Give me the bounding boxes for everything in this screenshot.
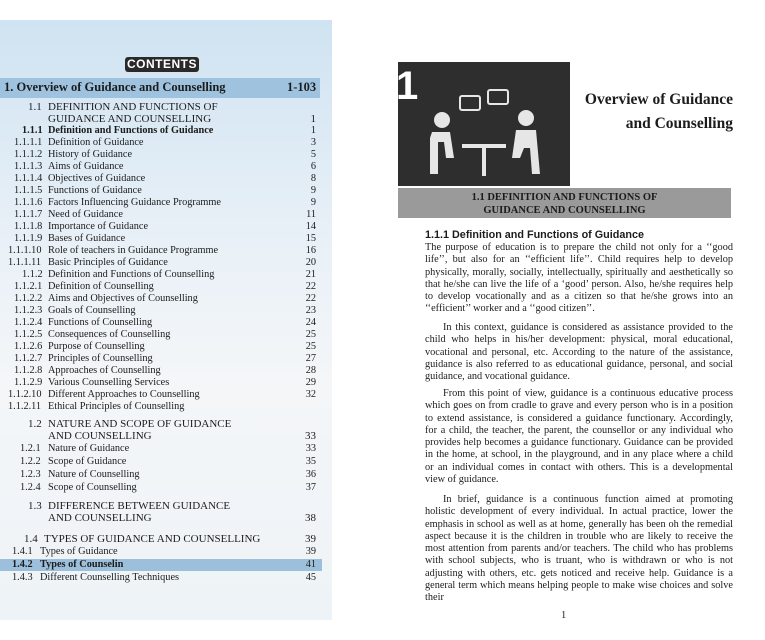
toc-entry-number: 1.1.1.7 bbox=[14, 209, 43, 220]
toc-entry-page: 36 bbox=[305, 469, 316, 480]
section-heading-line: 1.1 DEFINITION AND FUNCTIONS OF bbox=[471, 192, 658, 203]
toc-entry-number: 1.1.1.10 bbox=[8, 245, 42, 256]
toc-entry[interactable] bbox=[0, 546, 322, 558]
toc-entry[interactable] bbox=[0, 512, 322, 524]
toc-entry-number: 1.2.1 bbox=[20, 443, 41, 454]
toc-entry-title: Definition of Guidance bbox=[48, 137, 144, 148]
toc-entry[interactable] bbox=[0, 329, 322, 341]
toc-entry-page: 45 bbox=[305, 572, 316, 583]
toc-entry-page: 8 bbox=[310, 173, 316, 184]
toc-entry-title: TYPES OF GUIDANCE AND COUNSELLING bbox=[44, 533, 261, 545]
toc-entry-title: Consequences of Counselling bbox=[48, 329, 171, 340]
toc-entry[interactable] bbox=[0, 365, 322, 377]
toc-entry-number: 1.1.2.11 bbox=[8, 401, 42, 412]
toc-entry-page: 22 bbox=[305, 293, 316, 304]
toc-entry-page: 5 bbox=[310, 149, 316, 160]
toc-entry[interactable] bbox=[0, 533, 322, 545]
toc-entry[interactable] bbox=[0, 559, 322, 571]
toc-entry-number: 1.2.3 bbox=[20, 469, 41, 480]
toc-entry-title: Types of Guidance bbox=[40, 546, 118, 557]
toc-entry-title: Different Approaches to Counselling bbox=[48, 389, 200, 400]
toc-entry-number: 1.1.2.7 bbox=[14, 353, 43, 364]
toc-entry[interactable] bbox=[0, 185, 322, 197]
toc-entry-number: 1.1.1.8 bbox=[14, 221, 43, 232]
toc-entry-number: 1.2.2 bbox=[20, 456, 41, 467]
toc-entry[interactable] bbox=[0, 293, 322, 305]
toc-entry[interactable] bbox=[0, 418, 322, 430]
subsection-heading: 1.1.1 Definition and Functions of Guidance bbox=[425, 229, 644, 241]
toc-entry-number: 1.1.2.6 bbox=[14, 341, 43, 352]
toc-entry-page: 23 bbox=[305, 305, 316, 316]
toc-entry-page: 29 bbox=[305, 377, 316, 388]
toc-entry[interactable] bbox=[0, 125, 322, 137]
toc-entry-title: Need of Guidance bbox=[48, 209, 123, 220]
toc-entry-number: 1.4.2 bbox=[12, 559, 33, 570]
toc-entry-page: 1 bbox=[310, 125, 316, 136]
toc-entry-number: 1.1.2.9 bbox=[14, 377, 43, 388]
toc-entry-title: DEFINITION AND FUNCTIONS OF bbox=[48, 101, 218, 113]
toc-entry[interactable] bbox=[0, 149, 322, 161]
toc-entry-title: Goals of Counselling bbox=[48, 305, 136, 316]
toc-entry[interactable] bbox=[0, 197, 322, 209]
toc-entry-title: Importance of Guidance bbox=[48, 221, 149, 232]
toc-entry-page: 32 bbox=[305, 389, 316, 400]
toc-entry[interactable] bbox=[0, 233, 322, 245]
toc-entry-number: 1.1.1.5 bbox=[14, 185, 43, 196]
toc-entry-number: 1.2 bbox=[28, 418, 42, 430]
toc-entry-number: 1.1.1.4 bbox=[14, 173, 43, 184]
toc-entry-title: Definition and Functions of Counselling bbox=[48, 269, 215, 280]
toc-entry[interactable] bbox=[0, 389, 322, 401]
toc-entry[interactable] bbox=[0, 173, 322, 185]
toc-entry-page: 1 bbox=[310, 113, 316, 125]
chapter-heading bbox=[545, 88, 733, 136]
toc-entry[interactable] bbox=[0, 101, 322, 113]
toc-entry[interactable] bbox=[0, 269, 322, 281]
toc-entry-number: 1.1.2.3 bbox=[14, 305, 43, 316]
paragraph: From this point of view, guidance is a continuous educative process which goes on from cradle to grave and every person who is in a position to extend assistance, is considered a guidance functionary. Accordingly, for a child, the teacher, the parent, the counsellor or any individual who provides help becomes a guidance functionary. Guidance can be provided in the home, at school, in the playground, and in any place where a child or an individual comes in contact with others. This is a developmental view of guidance. bbox=[425, 388, 733, 486]
toc-entry-number: 1.1.1.2 bbox=[14, 149, 43, 160]
contents-page bbox=[0, 0, 340, 640]
toc-entry[interactable] bbox=[0, 353, 322, 365]
toc-entry-title: Types of Counselin bbox=[40, 559, 124, 570]
toc-entry-page: 25 bbox=[305, 341, 316, 352]
section-heading bbox=[398, 188, 731, 218]
toc-entry-number: 1.1 bbox=[28, 101, 42, 113]
contents-title: CONTENTS bbox=[127, 57, 197, 71]
toc-entry-page: 41 bbox=[305, 559, 316, 570]
toc-entry-title: Different Counselling Techniques bbox=[40, 572, 180, 583]
toc-entry-number: 1.1.1.3 bbox=[14, 161, 43, 172]
toc-entry-page: 20 bbox=[305, 257, 316, 268]
toc-entry[interactable] bbox=[0, 161, 322, 173]
toc-entry-page: 28 bbox=[305, 365, 316, 376]
page-number: 1 bbox=[561, 610, 567, 621]
toc-entry-title: Ethical Principles of Counselling bbox=[48, 401, 185, 412]
toc-entry-title: Approaches of Counselling bbox=[48, 365, 161, 376]
chapter-heading-line: Overview of Guidance bbox=[584, 91, 733, 108]
chapter-number: 1 bbox=[396, 64, 419, 108]
toc-entry-page: 33 bbox=[305, 443, 316, 454]
toc-entry-title: Nature of Guidance bbox=[48, 443, 130, 454]
toc-entry-page: 27 bbox=[305, 353, 316, 364]
paragraph: In brief, guidance is a continuous function aimed at promoting holistic development of every individual. In actual practice, lower the emphasis in school as well as at home, generally has been oh the remedial aspect because it is the children in trouble who are likely to receive the most attention from parents and/or teachers. The child who has problems with school subjects, who is truant, who is withdrawn or who is not adjusting with others, etc. gets noticed and receive help. Guidance is a general term which means helping people to make wise choices and solve their bbox=[425, 494, 733, 604]
toc-entry-number: 1.1.1.11 bbox=[8, 257, 42, 268]
toc-entry-title: Role of teachers in Guidance Programme bbox=[48, 245, 219, 256]
toc-entry-title: Principles of Counselling bbox=[48, 353, 153, 364]
toc-entry[interactable] bbox=[0, 482, 322, 494]
toc-entry[interactable] bbox=[0, 572, 322, 584]
toc-entry-number: 1.3 bbox=[28, 500, 42, 512]
toc-entry-number: 1.1.2.4 bbox=[14, 317, 43, 328]
toc-entry[interactable] bbox=[0, 209, 322, 221]
toc-entry-title: Nature of Counselling bbox=[48, 469, 140, 480]
toc-entry-number: 1.1.1.6 bbox=[14, 197, 43, 208]
toc-entry-title: Bases of Guidance bbox=[48, 233, 126, 244]
toc-entry[interactable] bbox=[0, 401, 322, 413]
toc-entry-title: NATURE AND SCOPE OF GUIDANCE bbox=[48, 418, 232, 430]
toc-entry-page: 16 bbox=[305, 245, 316, 256]
toc-entry-page: 9 bbox=[310, 185, 316, 196]
toc-entry-number: 1.1.2.2 bbox=[14, 293, 43, 304]
toc-entry-page: 33 bbox=[305, 430, 316, 442]
toc-entry-title: Definition of Counselling bbox=[48, 281, 154, 292]
toc-entry-page: 21 bbox=[305, 269, 316, 280]
toc-entry[interactable] bbox=[0, 500, 322, 512]
toc-entry-page: 15 bbox=[305, 233, 316, 244]
toc-entry-page: 37 bbox=[305, 482, 316, 493]
toc-entry-number: 1.1.2.10 bbox=[8, 389, 42, 400]
toc-entry-title: Scope of Guidance bbox=[48, 456, 127, 467]
toc-entry-title: DIFFERENCE BETWEEN GUIDANCE bbox=[48, 500, 231, 512]
toc-entry-number: 1.1.1.1 bbox=[14, 137, 43, 148]
toc-entry[interactable] bbox=[0, 245, 322, 257]
toc-entry-title: Various Counselling Services bbox=[48, 377, 170, 388]
toc-entry-number: 1.4.1 bbox=[12, 546, 33, 557]
toc-entry[interactable] bbox=[0, 430, 322, 442]
toc-entry[interactable] bbox=[0, 257, 322, 269]
toc-entry[interactable] bbox=[0, 281, 322, 293]
toc-entry-page: 25 bbox=[305, 329, 316, 340]
toc-entry-title: AND COUNSELLING bbox=[48, 430, 152, 442]
toc-entry[interactable] bbox=[0, 137, 322, 149]
toc-entry[interactable] bbox=[0, 341, 322, 353]
toc-entry-page: 22 bbox=[305, 281, 316, 292]
toc-entry-number: 1.2.4 bbox=[20, 482, 41, 493]
toc-entry-number: 1.1.2.1 bbox=[14, 281, 43, 292]
toc-entry-number: 1.1.2 bbox=[22, 269, 43, 280]
toc-entry-title: Functions of Guidance bbox=[48, 185, 142, 196]
toc-entry[interactable] bbox=[0, 317, 322, 329]
paragraph: The purpose of education is to prepare the child not only for a ‘‘good life’’, but also for an ‘‘efficient life’’. Child requires help to develop physically, morally, socially, intellectually, spiritually and aesthetically so that he/she can live the life of a ‘good’ person. Also, he/she requires help to develop vocationally and as a citizen so that he/she grows into an ‘‘efficient’’ worker and a ‘‘good citizen’’. bbox=[425, 242, 733, 315]
toc-entry[interactable] bbox=[0, 221, 322, 233]
paragraph: In this context, guidance is considered as assistance provided to the child who helps in his/her development: physical, moral educational, vocational and personal, etc. According to the nature of the assistance, guidance is also referred to as educational guidance, personal, and social guidance, and vocational guidance. bbox=[425, 322, 733, 383]
toc-entry[interactable] bbox=[0, 377, 322, 389]
section-heading-line: GUIDANCE AND COUNSELLING bbox=[483, 205, 646, 216]
toc-entry-page: 39 bbox=[305, 533, 316, 545]
toc-entry-number: 1.4 bbox=[24, 533, 38, 545]
toc-entry[interactable] bbox=[0, 456, 322, 468]
toc-entry[interactable] bbox=[0, 469, 322, 481]
toc-entry-number: 1.1.1.9 bbox=[14, 233, 43, 244]
toc-entry-page: 24 bbox=[305, 317, 316, 328]
toc-entry-page: 11 bbox=[306, 209, 316, 220]
toc-entry[interactable] bbox=[0, 113, 322, 125]
toc-entry-page: 14 bbox=[305, 221, 316, 232]
toc-entry-number: 1.1.1 bbox=[22, 125, 43, 136]
toc-entry-title: Functions of Counselling bbox=[48, 317, 153, 328]
toc-entry-title: Scope of Counselling bbox=[48, 482, 137, 493]
chapter-page-range: 1-103 bbox=[287, 80, 317, 94]
toc-entry-title: Definition and Functions of Guidance bbox=[48, 125, 214, 136]
chapter-title: 1. Overview of Guidance and Counselling bbox=[4, 80, 226, 94]
toc-entry-title: Basic Principles of Guidance bbox=[48, 257, 168, 268]
toc-entry[interactable] bbox=[0, 443, 322, 455]
toc-entry-number: 1.4.3 bbox=[12, 572, 33, 583]
toc-entry-page: 9 bbox=[310, 197, 316, 208]
toc-entry-number: 1.1.2.8 bbox=[14, 365, 43, 376]
chapter-page bbox=[385, 0, 765, 640]
toc-entry-title: History of Guidance bbox=[48, 149, 133, 160]
toc-entry-number: 1.1.2.5 bbox=[14, 329, 43, 340]
toc-entry-title: Purpose of Counselling bbox=[48, 341, 145, 352]
chapter-heading-line: and Counselling bbox=[625, 115, 733, 132]
toc-entry-title: GUIDANCE AND COUNSELLING bbox=[48, 113, 212, 125]
toc-entry-page: 39 bbox=[305, 546, 316, 557]
toc-entry-page: 35 bbox=[305, 456, 316, 467]
toc-entry-page: 6 bbox=[310, 161, 316, 172]
toc-entry-title: AND COUNSELLING bbox=[48, 512, 152, 524]
toc-entry-title: Aims of Guidance bbox=[48, 161, 124, 172]
toc-entry-title: Objectives of Guidance bbox=[48, 173, 146, 184]
toc-entry-title: Factors Influencing Guidance Programme bbox=[48, 197, 221, 208]
toc-entry[interactable] bbox=[0, 305, 322, 317]
toc-entry-title: Aims and Objectives of Counselling bbox=[48, 293, 198, 304]
toc-entry-page: 3 bbox=[310, 137, 316, 148]
toc-entry-page: 38 bbox=[305, 512, 316, 524]
